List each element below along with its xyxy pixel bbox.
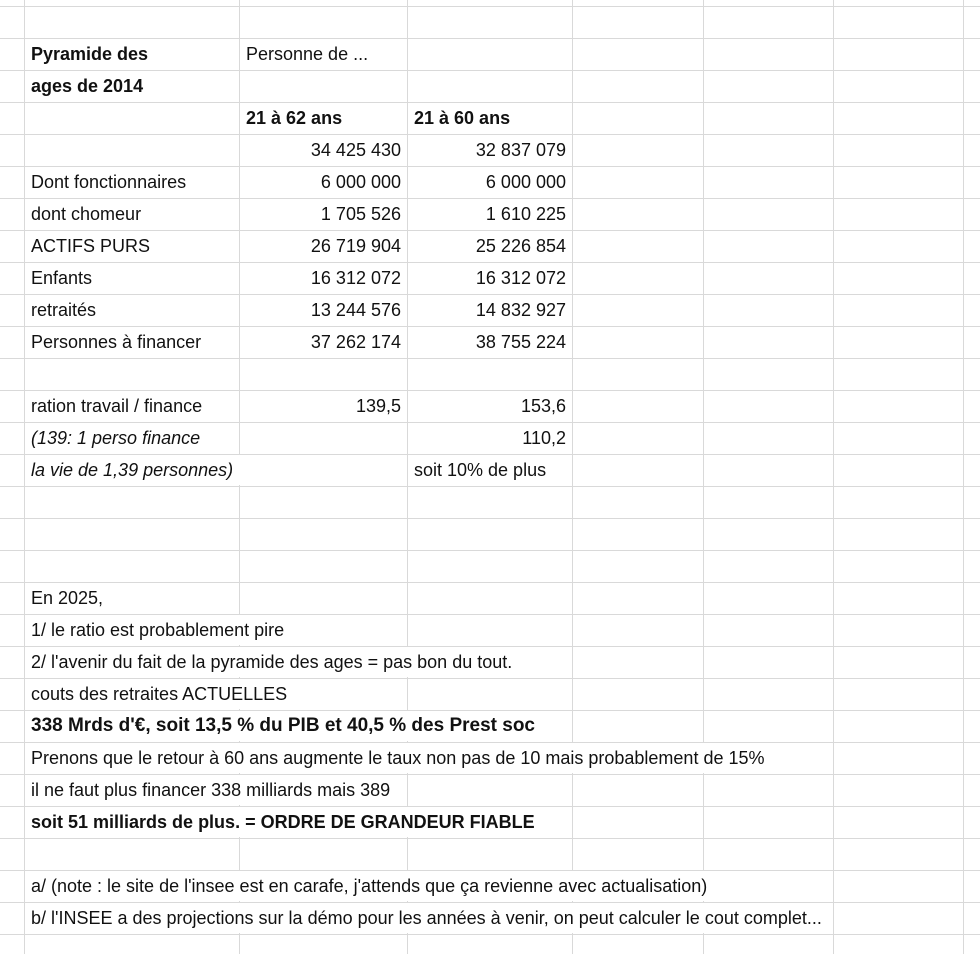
cell-row-label[interactable]: dont chomeur	[31, 204, 142, 224]
cell-row-v2[interactable]: 1 610 225	[485, 204, 566, 224]
cell-ratio-label[interactable]: ration travail / finance	[31, 396, 203, 416]
cell-title-line2[interactable]: ages de 2014	[31, 76, 144, 96]
cell-ratio-note2[interactable]: la vie de 1,39 personnes)	[25, 455, 265, 485]
cell-row-v1[interactable]: 16 312 072	[310, 268, 401, 288]
grid-line	[0, 6, 980, 7]
cell-row-v2[interactable]: 14 832 927	[475, 300, 566, 320]
grid-line	[0, 582, 980, 583]
grid-line	[0, 486, 980, 487]
cell-row-label[interactable]: ACTIFS PURS	[31, 236, 151, 256]
cell-note[interactable]: il ne faut plus financer 338 milliards mais 389	[25, 775, 390, 805]
cell-ratio-v1[interactable]: 139,5	[355, 396, 401, 416]
cell-row-label[interactable]	[25, 134, 239, 166]
cell-row-v1[interactable]: 6 000 000	[320, 172, 401, 192]
cell-row-label[interactable]: Enfants	[31, 268, 93, 288]
cell-row-v2[interactable]: 6 000 000	[485, 172, 566, 192]
cell-row-v2[interactable]: 32 837 079	[475, 140, 566, 160]
grid-line	[0, 838, 980, 839]
cell-row-label[interactable]: retraités	[31, 300, 97, 320]
grid-line	[572, 0, 573, 954]
cell-row-label[interactable]: Dont fonctionnaires	[31, 172, 187, 192]
grid-line	[0, 358, 980, 359]
cell-row-v2[interactable]: 16 312 072	[475, 268, 566, 288]
cell-row-label[interactable]: Personnes à financer	[31, 332, 202, 352]
grid-line	[0, 518, 980, 519]
cell-title-line1[interactable]: Pyramide des	[31, 44, 149, 64]
cell-note[interactable]: soit 51 milliards de plus. = ORDRE DE GRANDEUR FIABLE	[25, 807, 535, 837]
cell-row-v2[interactable]: 25 226 854	[475, 236, 566, 256]
grid-line	[0, 550, 980, 551]
cell-note[interactable]: 1/ le ratio est probablement pire	[25, 615, 284, 645]
cell-row-v2[interactable]: 38 755 224	[475, 332, 566, 352]
cell-row-v1[interactable]: 37 262 174	[310, 332, 401, 352]
cell-ratio-v2b[interactable]: 110,2	[522, 428, 566, 448]
cell-ratio-v2c[interactable]: soit 10% de plus	[414, 460, 547, 480]
grid-line	[0, 934, 980, 935]
grid-line	[833, 0, 834, 954]
cell-col2-label[interactable]: 21 à 60 ans	[414, 108, 511, 128]
cell-footer-note[interactable]: b/ l'INSEE a des projections sur la démo pour les années à venir, on peut calculer le cout complet...	[25, 903, 822, 933]
cell-row-v1[interactable]: 1 705 526	[320, 204, 401, 224]
cell-note[interactable]: couts des retraites ACTUELLES	[25, 679, 287, 709]
grid-line	[703, 0, 704, 954]
cell-note[interactable]: En 2025,	[25, 583, 103, 613]
cell-row-v1[interactable]: 13 244 576	[310, 300, 401, 320]
cell-row-v1[interactable]: 26 719 904	[310, 236, 401, 256]
cell-ratio-v2[interactable]: 153,6	[520, 396, 566, 416]
grid-line	[963, 0, 964, 954]
cell-note[interactable]: 2/ l'avenir du fait de la pyramide des ages = pas bon du tout.	[25, 647, 512, 677]
cell-row-v1[interactable]: 34 425 430	[310, 140, 401, 160]
cell-note[interactable]: Prenons que le retour à 60 ans augmente le taux non pas de 10 mais probablement de 15%	[25, 743, 765, 773]
cell-note[interactable]: 338 Mrds d'€, soit 13,5 % du PIB et 40,5 % des Prest soc	[25, 711, 535, 741]
cell-ratio-note1[interactable]: (139: 1 perso finance	[31, 428, 201, 448]
cell-footer-note[interactable]: a/ (note : le site de l'insee est en carafe, j'attends que ça revienne avec actualisation)	[25, 871, 707, 901]
cell-header-personne[interactable]: Personne de ...	[246, 44, 369, 64]
cell-col1-label[interactable]: 21 à 62 ans	[246, 108, 343, 128]
